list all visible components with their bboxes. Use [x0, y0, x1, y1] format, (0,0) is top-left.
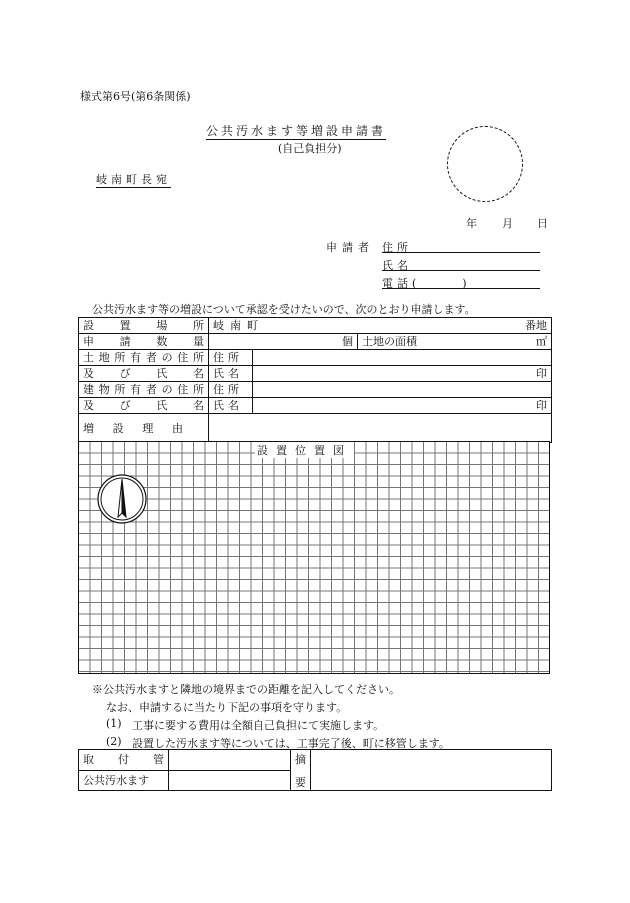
- applicant-name-label: 氏名: [382, 259, 412, 272]
- land-area-unit: ㎡: [536, 335, 547, 348]
- page-subtitle: (自己負担分): [278, 142, 342, 155]
- location-suffix: 番地: [525, 319, 547, 332]
- quantity-field[interactable]: [209, 334, 358, 350]
- intro-text: 公共汚水ます等の増設について承認を受けたいので、次のとおり申請します。: [92, 303, 476, 316]
- land-owner-seal: 印: [536, 367, 547, 380]
- map-title: 設置位置図: [257, 444, 352, 457]
- pipe-field[interactable]: [169, 750, 291, 771]
- applicant-phone-parens: ( ): [412, 277, 475, 290]
- building-owner-seal: 印: [536, 399, 547, 412]
- location-map[interactable]: [78, 441, 550, 674]
- land-owner-label-2: 及び氏名: [79, 366, 209, 382]
- building-owner-label-1: 建物所有者の住所: [79, 382, 209, 398]
- building-owner-name-label: 氏名: [209, 398, 253, 414]
- application-table: [78, 317, 552, 443]
- date-month: 月: [502, 217, 513, 230]
- land-owner-address-field[interactable]: [253, 350, 552, 366]
- land-owner-name-field[interactable]: [253, 366, 552, 382]
- date-year: 年: [466, 217, 477, 230]
- land-owner-label-1: 土地所有者の住所: [79, 350, 209, 366]
- north-arrow-icon: [96, 473, 148, 525]
- reason-label: 増設理由: [83, 421, 183, 435]
- stamp-circle: [447, 126, 523, 202]
- land-owner-name-label: 氏名: [209, 366, 253, 382]
- bottom-table: [78, 749, 552, 791]
- applicant-address-line[interactable]: [382, 252, 540, 253]
- applicant-name-line[interactable]: [382, 270, 540, 271]
- note-distance: ※公共汚水ますと隣地の境界までの距離を記入してください。: [92, 683, 400, 696]
- land-owner-address-label: 住所: [209, 350, 253, 366]
- location-label: 設置場所: [79, 318, 209, 334]
- applicant-label: 申請者: [326, 241, 374, 254]
- land-area-label: 土地の面積: [362, 335, 417, 348]
- location-field[interactable]: [209, 318, 552, 334]
- reason-field[interactable]: [209, 414, 552, 443]
- item-2-text: 設置した汚水ます等については、工事完了後、町に移管します。: [132, 737, 450, 750]
- remarks-label-top: 摘: [295, 753, 306, 766]
- item-1-text: 工事に要する費用は全額自己負担にて実施します。: [132, 719, 385, 732]
- pipe-label: 取付管: [79, 750, 169, 771]
- remarks-field[interactable]: [311, 750, 552, 791]
- page-title: 公共汚水ます等増設申請書: [206, 124, 387, 138]
- quantity-unit: 個: [342, 335, 353, 348]
- building-owner-label-2: 及び氏名: [79, 398, 209, 414]
- note-pledge: なお、申請するに当たり下記の事項を守ります。: [106, 701, 348, 714]
- remarks-label-bottom: 要: [295, 776, 306, 789]
- building-owner-name-field[interactable]: [253, 398, 552, 414]
- applicant-phone-label: 電話: [382, 277, 412, 290]
- location-town: 岐南町: [213, 319, 264, 332]
- applicant-phone-line[interactable]: [382, 288, 540, 289]
- quantity-label: 申請数量: [79, 334, 209, 350]
- reason-label-cell: [79, 414, 209, 443]
- addressee: 岐南町長宛: [96, 173, 171, 186]
- applicant-address-label: 住所: [382, 241, 412, 254]
- item-2-number: (2): [106, 735, 122, 748]
- basin-label: 公共汚水ます: [79, 770, 169, 791]
- building-owner-address-field[interactable]: [253, 382, 552, 398]
- item-1-number: (1): [106, 717, 122, 730]
- building-owner-address-label: 住所: [209, 382, 253, 398]
- form-number: 様式第6号(第6条関係): [80, 90, 191, 103]
- remarks-label-cell: [291, 750, 311, 791]
- date-day: 日: [537, 217, 548, 230]
- basin-field[interactable]: [169, 770, 291, 791]
- land-area-field[interactable]: [358, 334, 552, 350]
